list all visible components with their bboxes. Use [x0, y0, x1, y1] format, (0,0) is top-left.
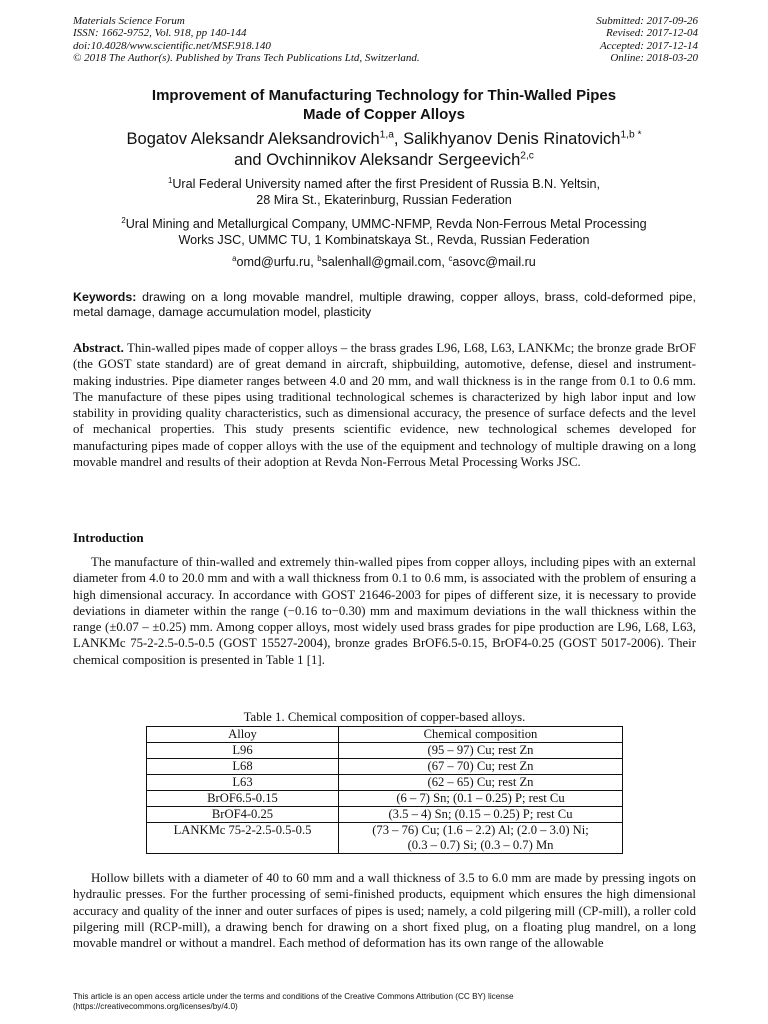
author-2: Salikhyanov Denis Rinatovich: [403, 130, 621, 148]
introduction-paragraph: The manufacture of thin-walled and extremely thin-walled pipes from copper alloys, including pipes with an external diameter from 4.0 to 20.0 mm and with a wall thickness from 0.1 to 0.6 mm, is associated with the problem of ensuring a high dimensional accuracy. In accordance with GOST 21646-2003 for pipes of different size, it is necessary to provide deviations in diameter within the range (−0.16 to−0.30) mm and maximum deviations in the wall thickness within the range (±0.07 – ±0.25) mm. Among copper alloys, most widely used brass grades for pipe production are L96, L68, L63, LANKMc 75-2-2.5-0.5-0.5 (GOST 15527-2004), bronze grades BrOF6.5-0.15, BrOF4-0.25 (GOST 5017-2006). Their chemical composition is presented in Table 1 [1].: [73, 555, 696, 667]
composition-cell: [339, 823, 623, 854]
issn: ISSN: 1662-9752, Vol. 918, pp 140-144: [73, 27, 247, 40]
keywords-text: drawing on a long movable mandrel, multiple drawing, copper alloys, brass, cold-deformed pipe, metal damage, damage accumulation model, plasticity: [73, 290, 696, 319]
author-1-affil: 1,a: [379, 129, 394, 141]
alloy-composition-table: [146, 726, 623, 854]
table-row: [147, 743, 623, 759]
email-list: [60, 255, 708, 271]
keywords-label: Keywords:: [73, 290, 137, 304]
keywords: [73, 290, 696, 320]
abstract-text: Thin-walled pipes made of copper alloys – the brass grades L96, L68, L63, LANKMc; the bronze grade BrOF (the GOST state standard) are of great demand in aircraft, shipbuilding, automotive, defense, diesel and instrument-making industries. Pipe diameter ranges between 4.0 and 20 mm, and wall thickness is in the range from 0.1 to 0.6 mm. The manufacture of these pipes using traditional technological schemes is characterized by high labor input and low stability in providing quality characteristics, such as dimensional accuracy, the presence of surface defects and the level of mechanical properties. This study presents scientific evidence, new technological schemes developed for manufacturing pipes made of copper alloys with the use of the equipment and technology of multiple drawing on a long movable mandrel and results of their adoption at Revda Non-Ferrous Metal Processing Works JSC.: [73, 341, 696, 470]
table-row: [147, 791, 623, 807]
submitted-date: Submitted: 2017-09-26: [596, 15, 698, 27]
email-a: omd@urfu.ru,: [236, 255, 318, 269]
composition-cell: (6 – 7) Sn; (0.1 – 0.25) P; rest Cu: [339, 791, 623, 807]
composition-cell: (62 – 65) Cu; rest Zn: [339, 775, 623, 791]
author-and: and: [234, 151, 267, 169]
alloy-cell: L96: [147, 743, 339, 759]
revised-date: Revised: 2017-12-04: [606, 27, 698, 40]
table-row: [147, 823, 623, 854]
affiliation-2-line-1: Ural Mining and Metallurgical Company, UMMC-NFMP, Revda Non-Ferrous Metal Processing: [125, 217, 647, 231]
author-2-affil: 1,b *: [620, 129, 642, 141]
affiliation-2-sup: 2: [121, 215, 126, 225]
author-list: [40, 129, 728, 171]
composition-cell: (3.5 – 4) Sn; (0.15 – 0.25) P; rest Cu: [339, 807, 623, 823]
hollow-billets-paragraph: Hollow billets with a diameter of 40 to 60 mm and a wall thickness of 3.5 to 6.0 mm are made by pressing ingots on hydraulic presses. For the further processing of semi-finished products, equipment which ensures the high dimensional accuracy and quality of the inner and outer surfaces of pipes is used; namely, a cold pilgering mill (CP-mill), a roller cold pilgering mill (RCP-mill), a drawing bench for drawing on a short fixed plug, on a floating plug mandrel, on a long movable mandrel or without a mandrel. Each method of deformation has its own range of the allowable: [73, 871, 696, 951]
affiliation-2: [60, 217, 708, 248]
abstract-label: Abstract.: [73, 341, 124, 355]
composition-line-1: (73 – 76) Cu; (1.6 – 2.2) Al; (2.0 – 3.0) Ni;: [372, 823, 589, 837]
author-3: Ovchinnikov Aleksandr Sergeevich: [266, 151, 521, 169]
author-3-affil: 2,c: [520, 150, 534, 162]
table-header-row: [147, 727, 623, 743]
doi: doi:10.4028/www.scientific.net/MSF.918.140: [73, 39, 271, 52]
affiliation-1-line-1: Ural Federal University named after the first President of Russia B.N. Yeltsin,: [172, 177, 600, 191]
dates-header: [596, 15, 698, 64]
introduction-heading: Introduction: [73, 530, 144, 545]
author-1: Bogatov Aleksandr Aleksandrovich: [126, 130, 380, 148]
title-line-2: Made of Copper Alloys: [303, 106, 465, 123]
email-b-sup: b: [317, 253, 322, 263]
alloy-cell: LANKMc 75-2-2.5-0.5-0.5: [147, 823, 339, 854]
alloy-cell: BrOF6.5-0.15: [147, 791, 339, 807]
online-date: Online: 2018-03-20: [610, 51, 698, 64]
title-line-1: Improvement of Manufacturing Technology for Thin-Walled Pipes: [151, 87, 617, 104]
table-header-alloy: Alloy: [147, 727, 339, 743]
journal-header: [73, 15, 420, 64]
email-b: salenhall@gmail.com,: [321, 255, 449, 269]
composition-line-2: (0.3 – 0.7) Si; (0.3 – 0.7) Mn: [407, 838, 554, 852]
affiliation-1: [60, 177, 708, 208]
license-line-2: (https://creativecommons.org/licenses/by/4.0): [73, 1002, 238, 1011]
copyright: © 2018 The Author(s). Published by Trans Tech Publications Ltd, Switzerland.: [73, 51, 420, 64]
license-footer: [73, 992, 514, 1012]
email-c-sup: c: [448, 253, 453, 263]
alloy-cell: L68: [147, 759, 339, 775]
alloy-cell: L63: [147, 775, 339, 791]
affiliation-1-line-2: 28 Mira St., Ekaterinburg, Russian Federation: [256, 192, 512, 207]
abstract: [73, 340, 696, 470]
paper-title: [60, 86, 708, 124]
email-c: asovc@mail.ru: [452, 255, 536, 269]
affiliation-2-line-2: Works JSC, UMMC TU, 1 Kombinatskaya St., Revda, Russian Federation: [178, 232, 590, 247]
alloy-cell: BrOF4-0.25: [147, 807, 339, 823]
table-row: [147, 775, 623, 791]
accepted-date: Accepted: 2017-12-14: [599, 39, 698, 52]
email-a-sup: a: [232, 253, 237, 263]
table-caption: Table 1. Chemical composition of copper-based alloys.: [243, 710, 526, 724]
table-row: [147, 759, 623, 775]
author-separator: ,: [393, 130, 404, 148]
composition-cell: (95 – 97) Cu; rest Zn: [339, 743, 623, 759]
license-line-1: This article is an open access article under the terms and conditions of the Creative Commons Attribution (CC BY) license: [73, 992, 514, 1001]
journal-name: Materials Science Forum: [73, 15, 185, 27]
affiliation-1-sup: 1: [167, 175, 173, 185]
composition-cell: (67 – 70) Cu; rest Zn: [339, 759, 623, 775]
table-row: [147, 807, 623, 823]
table-header-composition: Chemical composition: [339, 727, 623, 743]
